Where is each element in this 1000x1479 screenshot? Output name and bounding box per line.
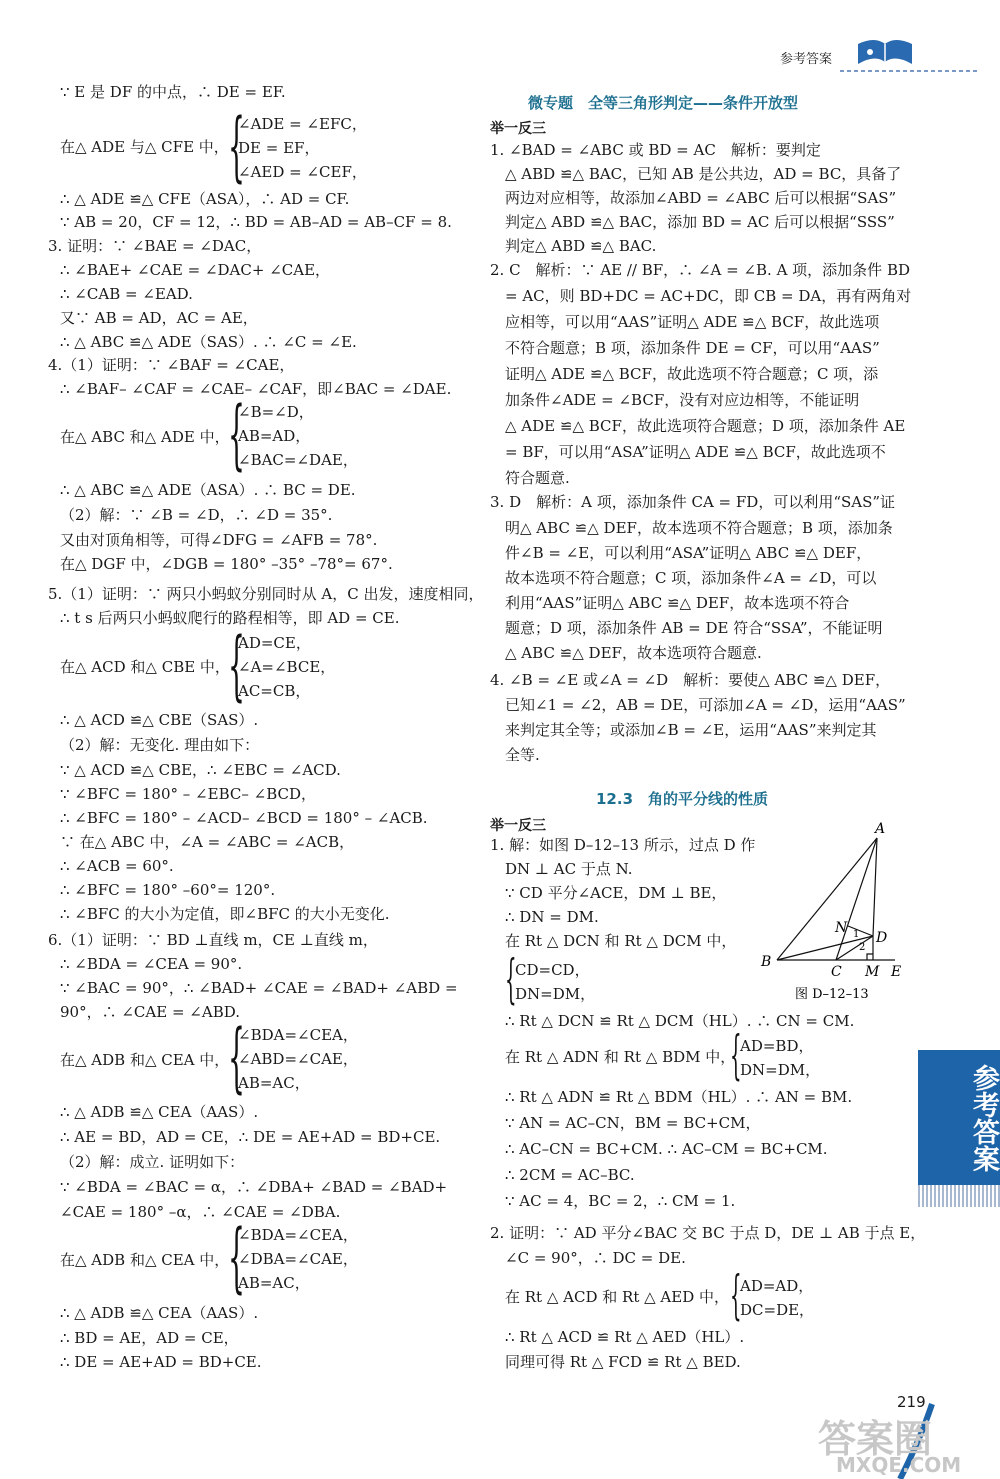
- right-text-line: 利用“AAS”证明△ ABC ≌△ DEF，故本选项不符合: [505, 594, 850, 612]
- left-equation-system-line: ∠BAC=∠DAE，: [238, 451, 358, 469]
- right-text-line: 不符合题意；B 项，添加条件 DE = CF，可以用“AAS”: [505, 339, 880, 357]
- book-logo-icon: [850, 36, 920, 70]
- right-text-line: 故本选项不符合题意；C 项，添加条件∠A = ∠D，可以: [505, 569, 877, 587]
- watermark-top: 答案圈: [818, 1417, 933, 1461]
- left-text-line: （2）解：无变化. 理由如下：: [60, 736, 260, 754]
- fig-label-c: C: [831, 964, 842, 980]
- left-text-line: ∴ ∠CAB = ∠EAD.: [60, 285, 193, 303]
- left-text-line: ∴ DE = AE+AD = BD+CE.: [60, 1353, 262, 1371]
- left-text-line: ∴ △ ABC ≌△ ADE（ASA）. ∴ BC = DE.: [60, 481, 356, 499]
- left-text-line: ∵ 在△ ABC 中，∠A = ∠ABC = ∠ACB，: [60, 833, 355, 851]
- right-equation-system-brace: {: [505, 950, 517, 1010]
- right-text-line: ∴ 2CM = AC–BC.: [505, 1166, 635, 1184]
- right-text-line: 在 Rt △ DCN 和 Rt △ DCM 中，: [505, 932, 737, 950]
- left-equation-system-line: ∠ABD=∠CAE，: [238, 1050, 358, 1068]
- left-text-line: 在△ DGF 中，∠DGB = 180° –35° –78°= 67°.: [60, 555, 393, 573]
- side-tab-answers: 参考答案: [918, 1050, 1000, 1185]
- left-text-line: 在△ ABC 和△ ADE 中，: [60, 428, 230, 446]
- left-text-line: 90°，∴ ∠CAE = ∠ABD.: [60, 1003, 240, 1021]
- left-text-line: ∵ E 是 DF 的中点，∴ DE = EF.: [60, 83, 286, 101]
- left-equation-system-line: AB=AC，: [238, 1074, 310, 1092]
- left-equation-system-line: ∠BDA=∠CEA，: [238, 1026, 358, 1044]
- left-equation-system-line: ∠ADE = ∠EFC，: [238, 115, 367, 133]
- right-text-line: ∴ Rt △ ACD ≌ Rt △ AED（HL）.: [505, 1328, 745, 1346]
- right-text-line: ∴ Rt △ ADN ≌ Rt △ BDM（HL）. ∴ AN = BM.: [505, 1088, 853, 1106]
- fig-label-e: E: [891, 964, 902, 980]
- geometry-figure: [755, 820, 915, 1000]
- right-text-line: 同理可得 Rt △ FCD ≌ Rt △ BED.: [505, 1353, 741, 1371]
- right-equation-system-line: DN=DM，: [740, 1061, 821, 1079]
- right-equation-system-line: CD=CD，: [515, 961, 590, 979]
- right-text-line: = AC，则 BD+DC = AC+DC，即 CB = DA，再有两角对: [505, 287, 912, 305]
- right-text-line: DN ⊥ AC 于点 N.: [505, 860, 633, 878]
- left-text-line: ∴ AE = BD，AD = CE，∴ DE = AE+AD = BD+CE.: [60, 1128, 441, 1146]
- left-text-line: （2）解：∵ ∠B = ∠D，∴ ∠D = 35°.: [60, 506, 333, 524]
- right-text-line: 件∠B = ∠E，可以利用“ASA”证明△ ABC ≌△ DEF，: [505, 544, 872, 562]
- right-text-line: 已知∠1 = ∠2，AB = DE，可添加∠A = ∠D，运用“AAS”: [505, 696, 906, 714]
- left-equation-system-line: AB=AD，: [238, 427, 311, 445]
- right-text-line: △ ABD ≌△ BAC，已知 AB 是公共边，AD = BC，具备了: [505, 165, 902, 183]
- left-text-line: ∴ ∠BFC = 180° –60°= 120°.: [60, 881, 276, 899]
- right-equation-system-line: AD=AD，: [740, 1277, 814, 1295]
- right-text-line: 两边对应相等，故添加∠ABD = ∠ABC 后可以根据“SAS”: [505, 189, 897, 207]
- right-text-line: △ ABC ≌△ DEF，故本选项符合题意.: [505, 644, 762, 662]
- left-equation-system-line: DE = EF，: [238, 139, 320, 157]
- right-text-line: 在 Rt △ ADN 和 Rt △ BDM 中，: [505, 1048, 736, 1066]
- right-equation-system-brace: {: [730, 1266, 742, 1326]
- subheading-practice-1: 举一反三: [490, 121, 546, 137]
- left-text-line: ∠CAE = 180° –α，∴ ∠CAE = ∠DBA.: [60, 1203, 341, 1221]
- left-text-line: 5.（1）证明：∵ 两只小蚂蚁分别同时从 A，C 出发，速度相同，: [48, 585, 484, 603]
- fig-label-m: M: [865, 964, 880, 980]
- left-equation-system-line: ∠AED = ∠CEF，: [238, 163, 367, 181]
- right-text-line: ∴ DN = DM.: [505, 908, 599, 926]
- subheading-practice-2: 举一反三: [490, 818, 546, 834]
- left-equation-system-line: AC=CB，: [238, 682, 311, 700]
- fig-label-1: 1: [853, 929, 860, 940]
- left-text-line: 在△ ADB 和△ CEA 中，: [60, 1051, 230, 1069]
- right-text-line: 应相等，可以用“AAS”证明△ ADE ≌△ BCF，故此选项: [505, 313, 880, 331]
- left-text-line: 又由对顶角相等，可得∠DFG = ∠AFB = 78°.: [60, 531, 378, 549]
- left-text-line: ∵ ∠BFC = 180° – ∠EBC– ∠BCD，: [60, 785, 316, 803]
- left-text-line: ∴ BD = AE，AD = CE，: [60, 1329, 239, 1347]
- left-text-line: ∴ ∠BFC = 180° – ∠ACD– ∠BCD = 180° – ∠ACB.: [60, 809, 428, 827]
- left-text-line: ∴ △ ADE ≌△ CFE（ASA），∴ AD = CF.: [60, 190, 350, 208]
- left-equation-system-brace: {: [228, 1012, 245, 1101]
- left-equation-system-line: ∠BDA=∠CEA，: [238, 1226, 358, 1244]
- fig-label-n: N: [835, 920, 848, 936]
- left-text-line: 在△ ADE 与△ CFE 中，: [60, 138, 229, 156]
- left-text-line: 6.（1）证明：∵ BD ⊥直线 m，CE ⊥直线 m，: [48, 931, 378, 949]
- right-text-line: ∵ CD 平分∠ACE，DM ⊥ BE，: [505, 884, 727, 902]
- right-text-line: ∠C = 90°，∴ DC = DE.: [505, 1249, 686, 1267]
- right-text-line: 题意；D 项，添加条件 AB = DE 符合“SSA”，不能证明: [505, 619, 883, 637]
- left-equation-system-brace: {: [228, 1212, 245, 1301]
- right-text-line: ∵ AN = AC–CN，BM = BC+CM，: [505, 1114, 761, 1132]
- left-equation-system-line: ∠DBA=∠CAE，: [238, 1250, 358, 1268]
- right-equation-system-line: AD=BD，: [740, 1037, 814, 1055]
- left-text-line: ∴ ∠BAE+ ∠CAE = ∠DAC+ ∠CAE，: [60, 261, 331, 279]
- fig-label-d: D: [876, 930, 888, 946]
- left-text-line: 在△ ADB 和△ CEA 中，: [60, 1251, 230, 1269]
- fig-label-a: A: [875, 821, 886, 837]
- right-text-line: 1. 解：如图 D–12–13 所示，过点 D 作: [490, 836, 756, 854]
- left-equation-system-brace: {: [228, 389, 245, 478]
- right-text-line: 符合题意.: [505, 469, 570, 487]
- right-text-line: 3. D 解析：A 项，添加条件 CA = FD，可以利用“SAS”证: [490, 493, 896, 511]
- left-text-line: ∴ ∠BAF– ∠CAF = ∠CAE– ∠CAF，即∠BAC = ∠DAE.: [60, 380, 452, 398]
- fig-label-b: B: [761, 954, 772, 970]
- right-text-line: ∴ Rt △ DCN ≌ Rt △ DCM（HL）. ∴ CN = CM.: [505, 1012, 855, 1030]
- left-text-line: （2）解：成立. 证明如下：: [60, 1153, 245, 1171]
- right-equation-system-line: DC=DE，: [740, 1301, 815, 1319]
- left-text-line: ∵ AB = 20，CF = 12，∴ BD = AB–AD = AB–CF = 8.: [60, 213, 452, 231]
- right-text-line: 1. ∠BAD = ∠ABC 或 BD = AC 解析：要判定: [490, 141, 821, 159]
- left-text-line: ∴ △ ACD ≌△ CBE（SAS）.: [60, 711, 259, 729]
- fig-label-2: 2: [859, 942, 866, 953]
- left-text-line: ∴ △ ADB ≌△ CEA（AAS）.: [60, 1103, 259, 1121]
- right-text-line: 来判定其全等；或添加∠B = ∠E，运用“AAS”来判定其: [505, 721, 877, 739]
- left-text-line: ∴ △ ABC ≌△ ADE（SAS）. ∴ ∠C = ∠E.: [60, 333, 357, 351]
- left-text-line: ∵ ∠BDA = ∠BAC = α，∴ ∠DBA+ ∠BAD = ∠BAD+: [60, 1178, 448, 1196]
- left-equation-system-brace: {: [228, 620, 245, 709]
- left-text-line: ∵ ∠BAC = 90°，∴ ∠BAD+ ∠CAE = ∠BAD+ ∠ABD =: [60, 979, 458, 997]
- right-text-line: △ ADE ≌△ BCF，故此选项符合题意；D 项，添加条件 AE: [505, 417, 906, 435]
- right-text-line: 判定△ ABD ≌△ BAC.: [505, 237, 657, 255]
- left-text-line: 又∵ AB = AD，AC = AE，: [60, 309, 258, 327]
- left-text-line: ∵ △ ACD ≌△ CBE，∴ ∠EBC = ∠ACD.: [60, 761, 341, 779]
- left-equation-system-brace: {: [228, 101, 245, 190]
- side-tab-strip: [918, 1185, 1000, 1207]
- left-text-line: ∴ t s 后两只小蚂蚁爬行的路程相等，即 AD = CE.: [60, 609, 400, 627]
- right-text-line: ∵ AC = 4，BC = 2，∴ CM = 1.: [505, 1192, 736, 1210]
- right-text-line: 2. 证明：∵ AD 平分∠BAC 交 BC 于点 D，DE ⊥ AB 于点 E，: [490, 1224, 926, 1242]
- right-text-line: 明△ ABC ≌△ DEF，故本选项不符合题意；B 项，添加条: [505, 519, 893, 537]
- right-text-line: 证明△ ADE ≌△ BCF，故此选项不符合题意；C 项，添: [505, 365, 879, 383]
- watermark-bottom: MXQE.COM: [836, 1453, 962, 1477]
- left-equation-system-line: ∠B=∠D，: [238, 403, 314, 421]
- left-text-line: 4.（1）证明：∵ ∠BAF = ∠CAE，: [48, 356, 295, 374]
- fig-caption: 图 D–12–13: [795, 987, 869, 1000]
- left-text-line: ∴ △ ADB ≌△ CEA（AAS）.: [60, 1304, 259, 1322]
- header-rule: [840, 70, 980, 72]
- left-text-line: ∴ ∠ACB = 60°.: [60, 857, 174, 875]
- left-equation-system-line: AB=AC，: [238, 1274, 310, 1292]
- left-text-line: ∴ ∠BDA = ∠CEA = 90°.: [60, 955, 243, 973]
- header-label: 参考答案: [780, 52, 833, 67]
- right-text-line: 加条件∠ADE = ∠BCF，没有对应边相等，不能证明: [505, 391, 860, 409]
- page-number: 219: [897, 1393, 926, 1411]
- section-title-micro-topic: 微专题 全等三角形判定——条件开放型: [528, 94, 799, 112]
- right-text-line: 2. C 解析：∵ AE // BF，∴ ∠A = ∠B. A 项，添加条件 BD: [490, 261, 911, 279]
- right-text-line: ∴ AC–CN = BC+CM. ∴ AC–CM = BC+CM.: [505, 1140, 828, 1158]
- right-text-line: 判定△ ABD ≌△ BAC，添加 BD = AC 后可以根据“SSS”: [505, 213, 895, 231]
- right-text-line: 在 Rt △ ACD 和 Rt △ AED 中，: [505, 1288, 730, 1306]
- right-text-line: 4. ∠B = ∠E 或∠A = ∠D 解析：要使△ ABC ≌△ DEF，: [490, 671, 891, 689]
- left-text-line: 在△ ACD 和△ CBE 中，: [60, 658, 230, 676]
- left-text-line: 3. 证明：∵ ∠BAE = ∠DAC，: [48, 237, 262, 255]
- right-equation-system-line: DN=DM，: [515, 985, 596, 1003]
- section-title-12-3: 12.3 角的平分线的性质: [596, 790, 769, 808]
- left-equation-system-line: ∠A=∠BCE，: [238, 658, 336, 676]
- right-text-line: 全等.: [505, 746, 540, 764]
- right-equation-system-brace: {: [730, 1026, 742, 1086]
- left-text-line: ∴ ∠BFC 的大小为定值，即∠BFC 的大小无变化.: [60, 905, 390, 923]
- left-equation-system-line: AD=CE，: [238, 634, 311, 652]
- right-text-line: = BF，可以用“ASA”证明△ ADE ≌△ BCF，故此选项不: [505, 443, 886, 461]
